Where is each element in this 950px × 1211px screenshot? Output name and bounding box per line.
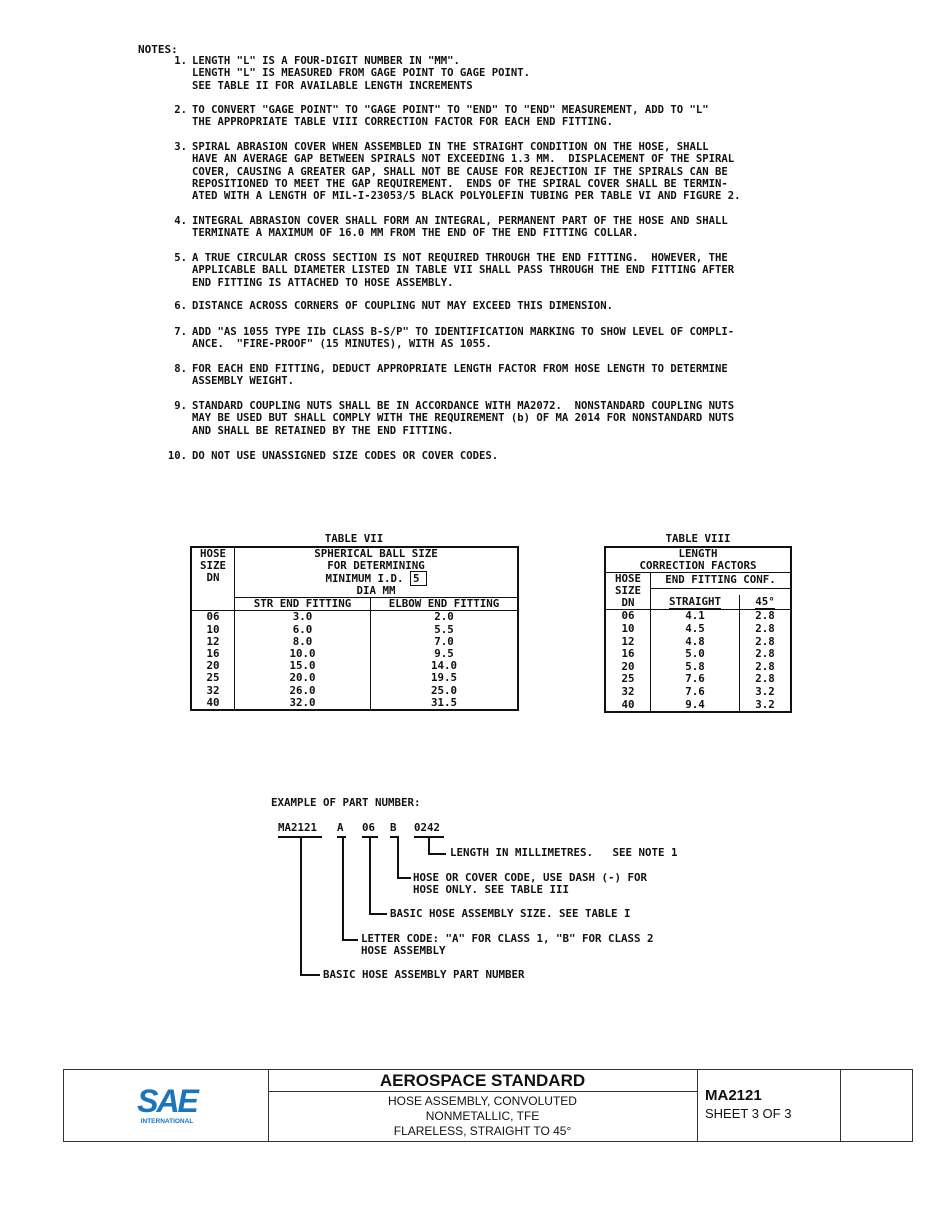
sae-logo bbox=[132, 1081, 202, 1125]
table7-row bbox=[191, 648, 518, 660]
table7-cell: 6.0 bbox=[235, 623, 371, 635]
table8-group-header: END FITTING CONF. bbox=[651, 573, 792, 589]
table8-cell: 25 bbox=[621, 672, 635, 686]
table8-cell: 2.8 bbox=[740, 673, 792, 686]
note-8 bbox=[163, 363, 843, 391]
table8-cell: 20 bbox=[621, 659, 635, 673]
table7-row bbox=[191, 636, 518, 648]
table7-elbow-header: ELBOW END FITTING bbox=[371, 597, 519, 610]
leader-line bbox=[369, 913, 387, 915]
note-text: LENGTH "L" IS A FOUR-DIGIT NUMBER IN "MM". LENGTH "L" IS MEASURED FROM GAGE POINT TO GAGE POINT. SEE TABLE II FOR AVAILABLE LENGTH INCREMENTS bbox=[192, 55, 531, 92]
table7-cell: 15.0 bbox=[235, 660, 371, 672]
part-segment-base: MA2121 bbox=[278, 821, 318, 834]
table8-cell: 10 bbox=[621, 621, 635, 635]
note-2 bbox=[163, 104, 843, 132]
standard-description bbox=[268, 1094, 697, 1139]
table7-cell: 9.5 bbox=[371, 648, 519, 660]
table7-group-header-line: DIA MM bbox=[235, 585, 519, 598]
leader-line bbox=[300, 974, 320, 976]
table8-row bbox=[605, 648, 791, 661]
part-segment-length: 0242 bbox=[414, 821, 441, 834]
table7-str-header: STR END FITTING bbox=[235, 597, 371, 610]
callout-base-part: BASIC HOSE ASSEMBLY PART NUMBER bbox=[323, 968, 525, 981]
table8-cell: 12 bbox=[621, 634, 635, 648]
note-number: 4. bbox=[174, 215, 187, 227]
callout-letter-code: LETTER CODE: "A" FOR CLASS 1, "B" FOR CLASS 2 HOSE ASSEMBLY bbox=[361, 932, 654, 957]
logo-cell bbox=[64, 1070, 269, 1141]
leader-line bbox=[369, 837, 371, 913]
note-number: 5. bbox=[174, 252, 187, 264]
note-text: INTEGRAL ABRASION COVER SHALL FORM AN INTEGRAL, PERMANENT PART OF THE HOSE AND SHALL TERMINATE A MAXIMUM OF 16.0 MM FROM THE END OF THE END FITTING COLLAR. bbox=[192, 215, 728, 240]
table7-cell: 06 bbox=[206, 610, 220, 624]
flag-note-5: 5 bbox=[410, 571, 427, 586]
note-number: 3. bbox=[174, 141, 187, 153]
table8-cell: 06 bbox=[621, 609, 635, 623]
table7-group-header-line bbox=[235, 572, 519, 584]
table7 bbox=[190, 546, 519, 711]
header-line: HOSE bbox=[614, 572, 641, 585]
callout-cover-code: HOSE OR COVER CODE, USE DASH (-) FOR HOSE ONLY. SEE TABLE III bbox=[413, 871, 648, 896]
table8-cell: 2.8 bbox=[740, 648, 792, 661]
table8-45-header bbox=[740, 595, 792, 610]
table8-cell: 2.8 bbox=[740, 623, 792, 636]
note-4 bbox=[163, 215, 843, 243]
table8-cell: 7.6 bbox=[651, 673, 740, 686]
table7-cell: 26.0 bbox=[235, 685, 371, 697]
note-text: STANDARD COUPLING NUTS SHALL BE IN ACCORDANCE WITH MA2072. NONSTANDARD COUPLING NUTS MAY BE USED BUT SHALL COMPLY WITH THE REQUIREMENT (b) OF MA 2014 FOR NONSTANDARD NUTS AND SHALL BE RETAINED BY THE END FITTING. bbox=[192, 400, 735, 437]
table8-row bbox=[605, 623, 791, 636]
table8-hose-size-header bbox=[605, 573, 651, 610]
table8-cell: 5.0 bbox=[651, 648, 740, 661]
header-text: MINIMUM I.D. bbox=[325, 571, 404, 585]
table7-group-header-line: SPHERICAL BALL SIZE bbox=[235, 547, 519, 560]
header-line: SIZE bbox=[199, 559, 226, 572]
document-number: MA2121 bbox=[705, 1087, 762, 1104]
table7-cell: 3.0 bbox=[235, 611, 371, 624]
table7-cell: 8.0 bbox=[235, 636, 371, 648]
table8-cell: 32 bbox=[621, 684, 635, 698]
note-3 bbox=[163, 141, 843, 205]
description-line: HOSE ASSEMBLY, CONVOLUTED bbox=[388, 1094, 577, 1108]
table8-top-header-line: LENGTH bbox=[678, 547, 718, 560]
table7-hose-size-header bbox=[191, 547, 235, 611]
note-number: 9. bbox=[174, 400, 187, 412]
table8-cell: 4.8 bbox=[651, 635, 740, 648]
note-number: 6. bbox=[174, 300, 187, 312]
leader-line bbox=[300, 837, 302, 974]
note-10 bbox=[163, 450, 843, 466]
table7-cell: 32 bbox=[206, 683, 220, 697]
header-line: HOSE bbox=[199, 547, 226, 560]
table8 bbox=[604, 546, 792, 713]
table7-cell: 5.5 bbox=[371, 623, 519, 635]
table7-cell: 10.0 bbox=[235, 648, 371, 660]
table8-cell: 2.8 bbox=[740, 635, 792, 648]
note-9 bbox=[163, 400, 843, 440]
table7-cell: 20.0 bbox=[235, 672, 371, 684]
note-text: DISTANCE ACROSS CORNERS OF COUPLING NUT MAY EXCEED THIS DIMENSION. bbox=[192, 300, 613, 312]
table7-cell: 40 bbox=[206, 695, 220, 709]
logo-wordmark: SAE bbox=[137, 1083, 197, 1119]
sheet-number: SHEET 3 OF 3 bbox=[705, 1106, 792, 1121]
part-segment-cover: B bbox=[390, 821, 397, 834]
table8-cell: 5.8 bbox=[651, 660, 740, 673]
example-heading: EXAMPLE OF PART NUMBER: bbox=[271, 796, 421, 809]
table7-cell: 16 bbox=[206, 646, 220, 660]
note-number: 2. bbox=[174, 104, 187, 116]
table8-cell: 16 bbox=[621, 647, 635, 661]
note-text: DO NOT USE UNASSIGNED SIZE CODES OR COVER CODES. bbox=[192, 450, 499, 462]
leader-line bbox=[428, 853, 446, 855]
table7-cell: 31.5 bbox=[371, 697, 519, 710]
table7-cell: 12 bbox=[206, 634, 220, 648]
table8-body bbox=[605, 610, 791, 713]
table8-row bbox=[605, 660, 791, 673]
note-text: SPIRAL ABRASION COVER WHEN ASSEMBLED IN THE STRAIGHT CONDITION ON THE HOSE, SHALL HAVE AN AVERAGE GAP BETWEEN SPIRALS NOT EXCEEDING 1.3 MM. DISPLACEMENT OF THE SPIRAL COVER, CAUSING A GREATER GAP, SHALL NOT BE CAUSE FOR REJECTION IF THE SPIRALS CAN BE REPOSITIONED TO MEET THE GAP REQUIREMENT. ENDS OF THE SPIRAL COVER SHALL BE TERMIN- ATED WITH A LENGTH OF MIL-I-23053/5 BLACK POLYOLEFIN TUBING PER TABLE VI AND FIGURE 2. bbox=[192, 141, 741, 203]
table7-cell: 2.0 bbox=[371, 611, 519, 624]
table7-caption: TABLE VII bbox=[324, 532, 384, 545]
note-7 bbox=[163, 326, 843, 354]
notes-heading: NOTES: bbox=[138, 43, 178, 56]
table8-row bbox=[605, 610, 791, 623]
table7-cell: 19.5 bbox=[371, 672, 519, 684]
table8-row bbox=[605, 698, 791, 712]
table8-row bbox=[605, 686, 791, 699]
table7-cell: 25.0 bbox=[371, 685, 519, 697]
note-number: 8. bbox=[174, 363, 187, 375]
description-line: FLARELESS, STRAIGHT TO 45° bbox=[393, 1124, 572, 1138]
leader-line bbox=[397, 877, 411, 879]
table8-straight-header bbox=[651, 595, 740, 610]
table8-cell: 2.8 bbox=[740, 660, 792, 673]
header-text: 45° bbox=[755, 594, 775, 608]
part-segment-size: 06 bbox=[362, 821, 376, 834]
leader-line bbox=[397, 837, 399, 877]
table7-group-header-line: FOR DETERMINING bbox=[235, 560, 519, 572]
note-text: A TRUE CIRCULAR CROSS SECTION IS NOT REQUIRED THROUGH THE END FITTING. HOWEVER, THE APPLICABLE BALL DIAMETER LISTED IN TABLE VII SHALL PASS THROUGH THE END FITTING AFTER END FITTING IS ATTACHED TO HOSE ASSEMBLY. bbox=[192, 252, 735, 289]
note-text: FOR EACH END FITTING, DEDUCT APPROPRIATE LENGTH FACTOR FROM HOSE LENGTH TO DETERMINE ASSEMBLY WEIGHT. bbox=[192, 363, 728, 388]
header-text: STRAIGHT bbox=[668, 594, 721, 608]
table7-row bbox=[191, 697, 518, 710]
note-text: TO CONVERT "GAGE POINT" TO "GAGE POINT" TO "END" TO "END" MEASUREMENT, ADD TO "L" THE APPROPRIATE TABLE VIII CORRECTION FACTOR FOR EACH END FITTING. bbox=[192, 104, 709, 129]
leader-line bbox=[342, 939, 358, 941]
header-line: DN bbox=[206, 571, 220, 584]
header-line: DN bbox=[621, 596, 635, 609]
title-block bbox=[63, 1069, 913, 1142]
table7-cell: 14.0 bbox=[371, 660, 519, 672]
standard-cell bbox=[268, 1070, 698, 1141]
table7-body bbox=[191, 611, 518, 710]
note-text: ADD "AS 1055 TYPE IIb CLASS B-S/P" TO IDENTIFICATION MARKING TO SHOW LEVEL OF COMPLI- ANCE. "FIRE-PROOF" (15 MINUTES), WITH AS 1055. bbox=[192, 326, 735, 351]
table8-cell: 7.6 bbox=[651, 686, 740, 699]
table8-row bbox=[605, 673, 791, 686]
table7-row bbox=[191, 672, 518, 684]
table8-cell: 4.1 bbox=[651, 610, 740, 623]
table7-row bbox=[191, 660, 518, 672]
table7-cell: 20 bbox=[206, 659, 220, 673]
table7-cell: 25 bbox=[206, 671, 220, 685]
part-segment-class: A bbox=[337, 821, 344, 834]
header-line: SIZE bbox=[614, 584, 641, 597]
note-5 bbox=[163, 252, 843, 292]
note-number: 10. bbox=[167, 450, 187, 462]
standard-heading: AEROSPACE STANDARD bbox=[268, 1070, 697, 1092]
table7-cell: 7.0 bbox=[371, 636, 519, 648]
table8-cell: 4.5 bbox=[651, 623, 740, 636]
table8-row bbox=[605, 635, 791, 648]
note-number: 7. bbox=[174, 326, 187, 338]
table7-cell: 10 bbox=[206, 622, 220, 636]
leader-line bbox=[342, 837, 344, 939]
logo-subtext: INTERNATIONAL bbox=[140, 1118, 194, 1125]
table8-top-header-line: CORRECTION FACTORS bbox=[605, 560, 791, 573]
leader-line bbox=[428, 837, 430, 853]
note-1 bbox=[163, 55, 843, 95]
note-number: 1. bbox=[174, 55, 187, 67]
table8-cell: 9.4 bbox=[651, 698, 740, 712]
callout-size: BASIC HOSE ASSEMBLY SIZE. SEE TABLE I bbox=[390, 907, 631, 920]
document-number-cell bbox=[697, 1070, 841, 1141]
table8-cell: 40 bbox=[621, 697, 635, 711]
note-6 bbox=[163, 300, 843, 316]
table8-caption: TABLE VIII bbox=[665, 532, 731, 545]
callout-length: LENGTH IN MILLIMETRES. SEE NOTE 1 bbox=[450, 846, 678, 859]
table8-cell: 3.2 bbox=[740, 686, 792, 699]
description-line: NONMETALLIC, TFE bbox=[425, 1109, 540, 1123]
table7-row bbox=[191, 685, 518, 697]
table8-cell: 2.8 bbox=[740, 610, 792, 623]
table7-cell: 32.0 bbox=[235, 697, 371, 710]
table7-row bbox=[191, 611, 518, 624]
table8-cell: 3.2 bbox=[740, 698, 792, 712]
table7-row bbox=[191, 623, 518, 635]
